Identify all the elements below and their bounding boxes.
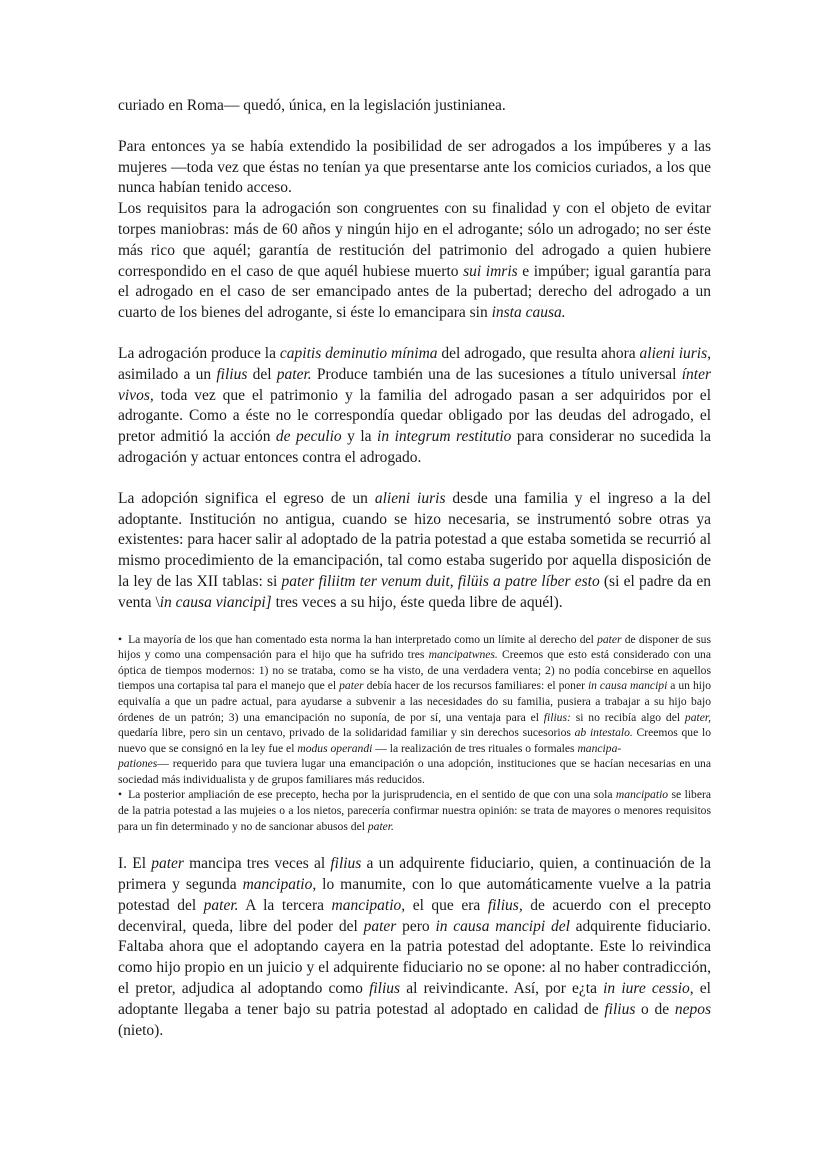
footnote-2: • La posterior ampliación de ese precepto, hecha por la jurisprudencia, en el sentido de que con una sola mancipatio se libera de la patria potestad a las mujeies o a los nietos, parecería confirmar nuestra opinión: se trata de mayores o menores requisitos para un fin determinado y no de sancionar abusos del pater. [118, 788, 711, 833]
paragraph-mancipatio: I. El pater mancipa tres veces al filius a un adquirente fiduciario, quien, a continuación de la primera y segunda mancipatio, lo manumite, con lo que automáticamente vuelve a la patria potestad del pater. A la tercera mancipatio, el que era filius, de acuerdo con el precepto decenviral, queda, libre del poder del pater pero in causa mancipi del adquirente fiduciario. Faltaba ahora que el adoptando cayera en la patria potestad del adoptante. Este lo reivindica como hijo propio en un juicio y el adquirente fiduciario no se opone: al no haber contradicción, el pretor, adjudica al adoptando como filius al reivindicante. Así, por e¿ta in iure cessio, el adoptante llegaba a tener bajo su patria potestad al adoptado en calidad de filius o de nepos (nieto). [118, 855, 712, 1039]
document-page [118, 96, 711, 1041]
paragraph-continuation: curiado en Roma— quedó, única, en la legislación justinianea. [118, 97, 506, 114]
bullet-icon: • [118, 788, 123, 802]
paragraph-adrogacion: La adrogación produce la capitis deminutio mínima del adrogado, que resulta ahora alieni iuris, asimilado a un filius del pater. Produce también una de las sucesiones a título universal ínter vivos, toda vez que el patrimonio y la familia del adrogado pasan a ser adquiridos por el adrogante. Como a éste no le correspondía quedar obligado por las deudas del adrogado, el pretor admitió la acción de peculio y la in integrum restitutio para considerar no sucedida la adrogación y actuar entonces contra el adrogado. [118, 344, 712, 466]
footnote-block [118, 632, 711, 835]
paragraph-requisitos: Los requisitos para la adrogación son congruentes con su finalidad y con el objeto de evitar torpes maniobras: más de 60 años y ningún hijo en el adrogante; sólo un adrogado; no ser éste más rico que aquél; garantía de restitución del patrimonio del adrogado a quien hubiere correspondido en el caso de que aquél hubiese muerto sui imris e impúber; igual garantía para el adrogado en el caso de ser emancipado antes de la pubertad; derecho del adrogado a un cuarto de los bienes del adrogante, si éste lo emancipara sin insta causa. [118, 200, 711, 322]
paragraph-adopcion: La adopción significa el egreso de un alieni iuris desde una familia y el ingreso a la del adoptante. Institución no antigua, cuando se hizo necesaria, se instrumentó sobre otras ya existentes: para hacer salir al adoptado de la patria potestad a que estaba sometida se recurrió al mismo procedimiento de la emancipación, tal como estaba sugerido por aquella disposición de la ley de las XII tablas: si pater filiitm ter venum duit, filüis a patre líber esto (si el padre da en venta \in causa viancipi] tres veces a su hijo, éste queda libre de aquél). [118, 489, 711, 611]
paragraph-impuberes: Para entonces ya se había extendido la posibilidad de ser adrogados a los impúberes y a las mujeres —toda vez que éstas no tenían ya que presentarse ante los comicios curiados, a los que nunca habían tenido acceso. [118, 137, 711, 197]
footnote-1: • La mayoría de los que han comentado esta norma la han interpretado como un límite al derecho del pater de disponer de sus hijos y como una compensación para el hijo que ha sufrido tres mancipatwnes. Creemos que esto está considerado con una óptica de tiempos modernos: 1) no se trataba, como se ha visto, de una verdadera venta; 2) no podía concebirse en aquellos tiempos una cortapisa tal para el manejo que el pater debía hacer de los recursos familiares: el poner in causa mancipi a un hijo equivalía a que un padre actual, para ayudarse a subvenir a las necesidades do su familia, pusiera a trabajar a su hijo bajo órdenes de un patrón; 3) una emancipación no suponía, de por sí, una ventaja para el filius: si no recibía algo del pater, quedaría libre, pero sin un centavo, privado de la solidaridad familiar y sin derechos sucesorios ab intestalo. Creemos que lo nuevo que se consignó en la ley fue el modus operandi — la realización de tres rituales o formales mancipa- pationes— requerido para que tuviera lugar una emancipación o una adopción, instituciones que se hacían necesarias en una sociedad más individualista y de grupos familiares más reducidos. [118, 632, 712, 786]
bullet-icon: • [118, 632, 123, 646]
